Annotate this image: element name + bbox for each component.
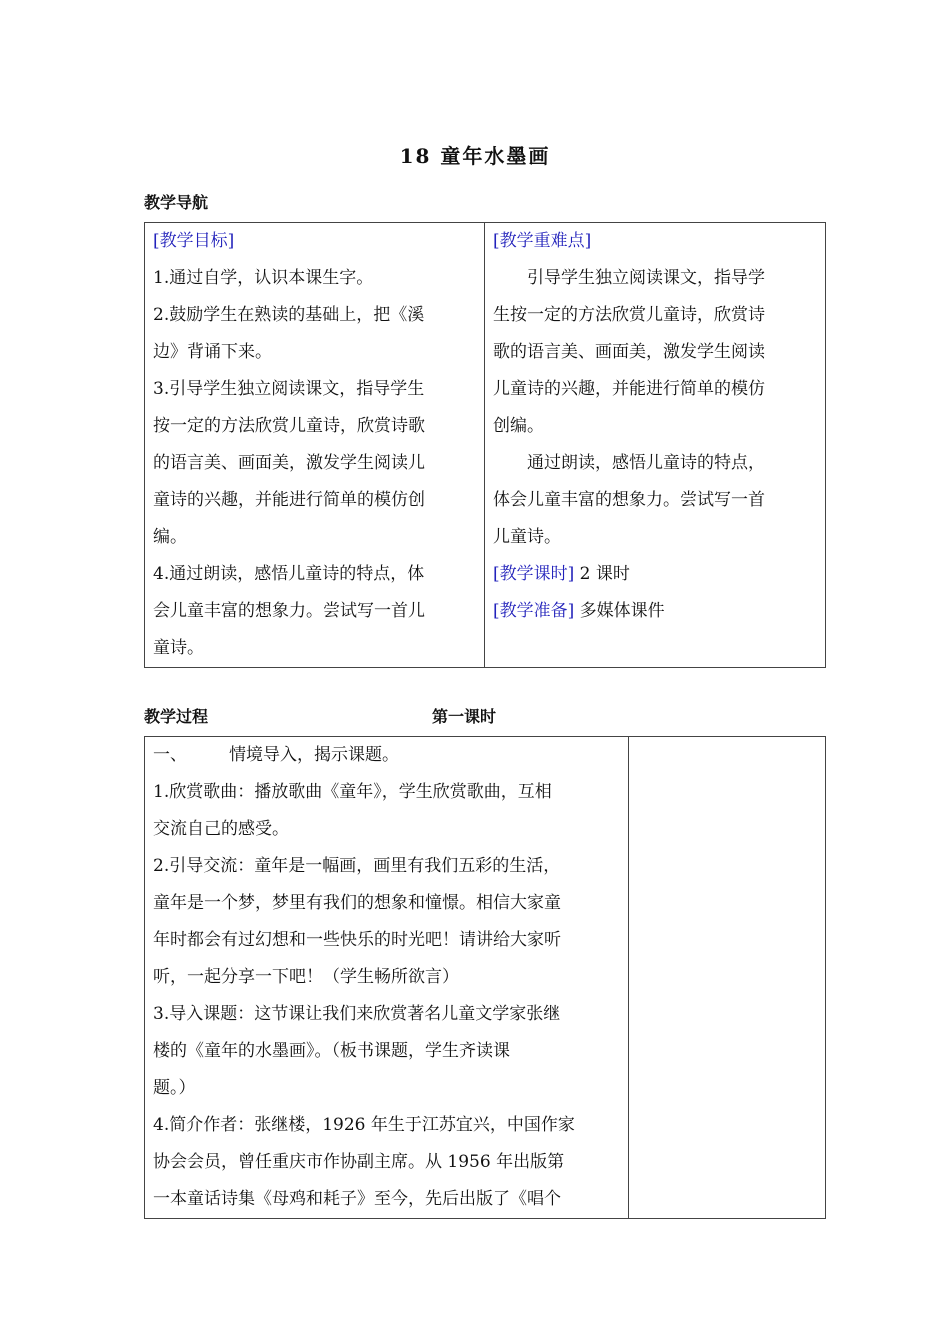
goals-line: 童诗的兴趣，并能进行简单的模仿创 xyxy=(153,490,425,510)
goals-line: 2.鼓励学生在熟读的基础上，把《溪 xyxy=(153,305,425,325)
process-line: 年时都会有过幻想和一些快乐的时光吧！请讲给大家听 xyxy=(153,930,561,950)
goals-line: 按一定的方法欣赏儿童诗，欣赏诗歌 xyxy=(153,416,425,436)
process-line: 楼的《童年的水墨画》。（板书课题，学生齐读课 xyxy=(153,1041,510,1061)
goals-line: 童诗。 xyxy=(153,638,204,658)
teaching-nav-table xyxy=(144,222,826,668)
process-content-cell xyxy=(145,737,629,1219)
key-points-cell xyxy=(485,223,826,668)
lesson-heading: 第一课时 xyxy=(432,707,497,726)
goals-line: 边》背诵下来。 xyxy=(153,342,272,362)
process-line: 交流自己的感受。 xyxy=(153,819,289,839)
hours-row xyxy=(493,556,817,593)
goals-line: 的语言美、画面美，激发学生阅读儿 xyxy=(153,453,425,473)
process-line: 1.欣赏歌曲：播放歌曲《童年》，学生欣赏歌曲，互相 xyxy=(153,782,552,802)
step-number: 一、 xyxy=(153,745,187,765)
key-points-line: 儿童诗。 xyxy=(493,527,561,547)
process-notes-cell xyxy=(629,737,826,1219)
process-line: 听，一起分享一下吧！（学生畅所欲言） xyxy=(153,967,459,987)
process-heading: 教学过程 xyxy=(144,707,209,726)
process-line: 童年是一个梦，梦里有我们的想象和憧憬。相信大家童 xyxy=(153,893,561,913)
key-points-label: [教学重难点] xyxy=(493,231,592,251)
process-line: 题。） xyxy=(153,1078,196,1098)
prep-value: 多媒体课件 xyxy=(574,601,665,621)
page-title: 18 童年水墨画 xyxy=(399,144,551,168)
process-line: 协会会员，曾任重庆市作协副主席。从 1956 年出版第 xyxy=(153,1152,565,1172)
prep-label: [教学准备] xyxy=(493,601,575,621)
process-line: 3.导入课题：这节课让我们来欣赏著名儿童文学家张继 xyxy=(153,1004,561,1024)
prep-row xyxy=(493,593,817,630)
key-points-line: 通过朗读，感悟儿童诗的特点， xyxy=(527,453,765,473)
key-points-line: 生按一定的方法欣赏儿童诗，欣赏诗 xyxy=(493,305,765,325)
key-points-line: 歌的语言美、画面美，激发学生阅读 xyxy=(493,342,765,362)
hours-value: 2 课时 xyxy=(574,564,630,584)
goals-cell xyxy=(145,223,485,668)
key-points-line: 创编。 xyxy=(493,416,544,436)
goals-line: 3.引导学生独立阅读课文，指导学生 xyxy=(153,379,425,399)
hours-label: [教学课时] xyxy=(493,564,575,584)
step-heading xyxy=(153,737,620,774)
key-points-line: 体会儿童丰富的想象力。尝试写一首 xyxy=(493,490,765,510)
process-line: 一本童话诗集《母鸡和耗子》至今，先后出版了《唱个 xyxy=(153,1189,561,1209)
key-points-line: 引导学生独立阅读课文，指导学 xyxy=(527,268,765,288)
goals-line: 4.通过朗读，感悟儿童诗的特点，体 xyxy=(153,564,425,584)
goals-line: 会儿童丰富的想象力。尝试写一首儿 xyxy=(153,601,425,621)
process-line: 2.引导交流：童年是一幅画，画里有我们五彩的生活， xyxy=(153,856,561,876)
process-line: 4.简介作者：张继楼，1926 年生于江苏宜兴，中国作家 xyxy=(153,1115,575,1135)
nav-heading: 教学导航 xyxy=(144,193,209,212)
goals-label: [教学目标] xyxy=(153,231,235,251)
key-points-line: 儿童诗的兴趣，并能进行简单的模仿 xyxy=(493,379,765,399)
teaching-process-table xyxy=(144,736,826,1219)
goals-line: 编。 xyxy=(153,527,187,547)
step-title: 情境导入，揭示课题。 xyxy=(229,745,399,765)
goals-line: 1.通过自学，认识本课生字。 xyxy=(153,268,374,288)
